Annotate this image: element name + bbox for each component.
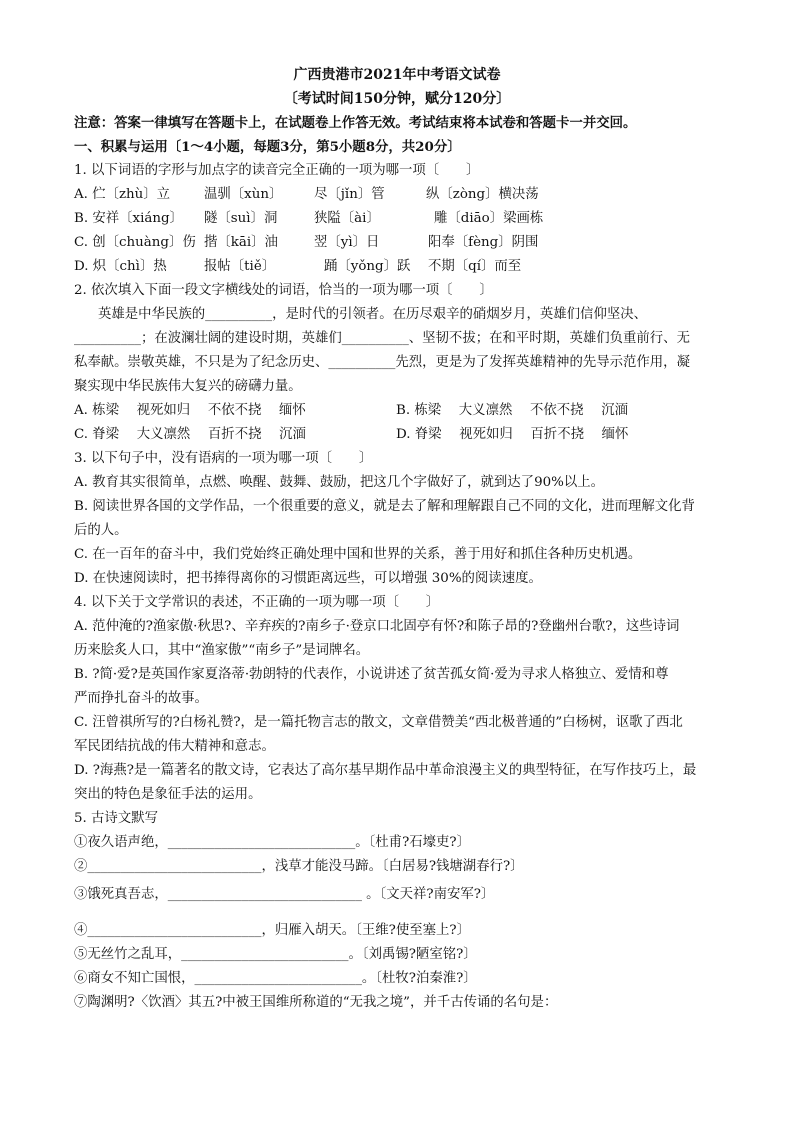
question-3-stem: 3. 以下句子中，没有语病的一项为哪一项〔 〕 bbox=[74, 451, 373, 466]
question-2-passage-line-4: 聚实现中华民族伟大复兴的磅礴力量。 bbox=[74, 379, 302, 394]
dictation-item-1: ①夜久语声绝，____________________________。〔杜甫?石壕吏?〕 bbox=[74, 835, 470, 850]
question-3-option-d: D. 在快速阅读时，把书捧得离你的习惯距离远些，可以增强 30%的阅读速度。 bbox=[74, 571, 542, 586]
question-3-option-c: C. 在一百年的奋斗中，我们党始终正确处理中国和世界的关系，善于用好和抓住各种历史机遇。 bbox=[74, 547, 642, 562]
question-4-option-a-line-1: A. 范仲淹的?渔家傲·秋思?、辛弃疾的?南乡子·登京口北固亭有怀?和陈子昂的?登幽州台歌?，这些诗词 bbox=[74, 619, 680, 634]
q1-b-word-3: 狭隘〔ài〕 bbox=[314, 211, 380, 226]
q1-d-word-1: D. 炽〔chì〕热 bbox=[74, 259, 167, 274]
exam-notice: 注意：答案一律填写在答题卡上，在试题卷上作答无效。考试结束将本试卷和答题卡一并交回。 bbox=[74, 115, 637, 131]
q1-c-word-4: 阳奉〔fèng〕阴围 bbox=[428, 235, 539, 250]
q1-b-word-4: 雕〔diāo〕梁画栋 bbox=[434, 211, 544, 226]
question-4-option-b-line-2: 严而挣扎奋斗的故事。 bbox=[74, 691, 208, 706]
exam-title: 广西贵港市2021年中考语文试卷 bbox=[293, 67, 501, 83]
q1-a-word-3: 尽〔jǐn〕管 bbox=[314, 187, 385, 202]
dictation-item-2: ②__________________________，浅草才能没马蹄。〔白居易?钱塘湖春行?〕 bbox=[74, 859, 524, 874]
dictation-item-7: ⑦陶渊明?〈饮酒〉其五?中被王国维所称道的“无我之境”，并千古传诵的名句是： bbox=[74, 995, 558, 1010]
dictation-item-5: ⑤无丝竹之乱耳，_________________________。〔刘禹锡?陋室铭?〕 bbox=[74, 947, 477, 962]
question-4-stem: 4. 以下关于文学常识的表述，不正确的一项为哪一项〔 〕 bbox=[74, 595, 440, 610]
dictation-item-3: ③饿死真吾志，_____________________________ 。〔文天祥?南安军?〕 bbox=[74, 887, 495, 902]
dictation-item-4: ④__________________________，归雁入胡天。〔王维?使至塞上?〕 bbox=[74, 923, 470, 938]
q1-a-word-2: 温驯〔xùn〕 bbox=[204, 187, 283, 202]
dictation-item-6: ⑥商女不知亡国恨，_________________________。〔杜牧?泊秦淮?〕 bbox=[74, 971, 477, 986]
question-2-option-a: A. 栋梁 视死如归 不依不挠 缅怀 bbox=[74, 403, 306, 418]
q1-b-word-1: B. 安祥〔xiáng〕 bbox=[74, 211, 183, 226]
q1-d-word-4: 不期〔qí〕而至 bbox=[428, 259, 522, 274]
q1-b-word-2: 隧〔suì〕洞 bbox=[204, 211, 278, 226]
exam-subtitle: 〔考试时间150分钟，赋分120分〕 bbox=[283, 91, 511, 107]
question-2-stem: 2. 依次填入下面一段文字横线处的词语，恰当的一项为哪一项〔 〕 bbox=[74, 283, 493, 298]
question-2-option-c: C. 脊梁 大义凛然 百折不挠 沉湎 bbox=[74, 427, 306, 442]
question-2-passage-line-3: 私奉献。崇敬英雄，不只是为了纪念历史、__________先烈，更是为了发挥英雄精神的先导示范作用，凝 bbox=[74, 355, 690, 370]
question-3-option-b-line-2: 后的人。 bbox=[74, 523, 128, 538]
q1-c-word-3: 翌〔yì〕日 bbox=[314, 235, 380, 250]
question-2-option-b: B. 栋梁 大义凛然 不依不挠 沉湎 bbox=[396, 403, 628, 418]
question-4-option-c-line-1: C. 汪曾祺所写的?白杨礼赞?，是一篇托物言志的散文，文章借赞美“西北极普通的”白杨树，讴歌了西北 bbox=[74, 715, 683, 730]
question-4-option-b-line-1: B. ?简·爱?是英国作家夏洛蒂·勃朗特的代表作，小说讲述了贫苦孤女简·爱为寻求人格独立、爱情和尊 bbox=[74, 667, 669, 682]
question-3-option-b-line-1: B. 阅读世界各国的文学作品，一个很重要的意义，就是去了解和理解跟自己不同的文化，进而理解文化背 bbox=[74, 499, 695, 514]
question-1-stem: 1. 以下词语的字形与加点字的读音完全正确的一项为哪一项〔 〕 bbox=[74, 163, 480, 178]
section-heading: 一、积累与运用〔1～4小题，每题3分，第5小题8分，共20分〕 bbox=[74, 139, 461, 155]
question-5-stem: 5. 古诗文默写 bbox=[74, 811, 158, 826]
q1-d-word-2: 报帖〔tiě〕 bbox=[204, 259, 276, 274]
question-4-option-a-line-2: 历来脍炙人口，其中“渔家傲”“南乡子”是词牌名。 bbox=[74, 643, 370, 658]
q1-c-word-1: C. 创〔chuàng〕伤 bbox=[74, 235, 196, 250]
question-4-option-c-line-2: 军民团结抗战的伟大精神和意志。 bbox=[74, 739, 275, 754]
question-3-option-a: A. 教育其实很简单，点燃、唤醒、鼓舞、鼓励，把这几个字做好了，就到达了90%以上。 bbox=[74, 475, 605, 490]
question-2-option-d: D. 脊梁 视死如归 百折不挠 缅怀 bbox=[396, 427, 629, 442]
q1-c-word-2: 揩〔kāi〕油 bbox=[204, 235, 278, 250]
question-4-option-d-line-1: D. ?海燕?是一篇著名的散文诗，它表达了高尔基早期作品中革命浪漫主义的典型特征，在写作技巧上，最 bbox=[74, 763, 697, 778]
q1-d-word-3: 踊〔yǒng〕跃 bbox=[324, 259, 411, 274]
question-2-passage-line-2: __________；在波澜壮阔的建设时期，英雄们__________、坚韧不拔；在和平时期，英雄们负重前行、无 bbox=[74, 331, 690, 346]
question-4-option-d-line-2: 突出的特色是象征手法的运用。 bbox=[74, 787, 262, 802]
q1-a-word-4: 纵〔zòng〕横决荡 bbox=[426, 187, 539, 202]
question-2-passage-line-1: 英雄是中华民族的__________，是时代的引领者。在历尽艰辛的硝烟岁月，英雄们信仰坚决、 bbox=[98, 307, 648, 322]
q1-a-word-1: A. 伫〔zhù〕立 bbox=[74, 187, 171, 202]
